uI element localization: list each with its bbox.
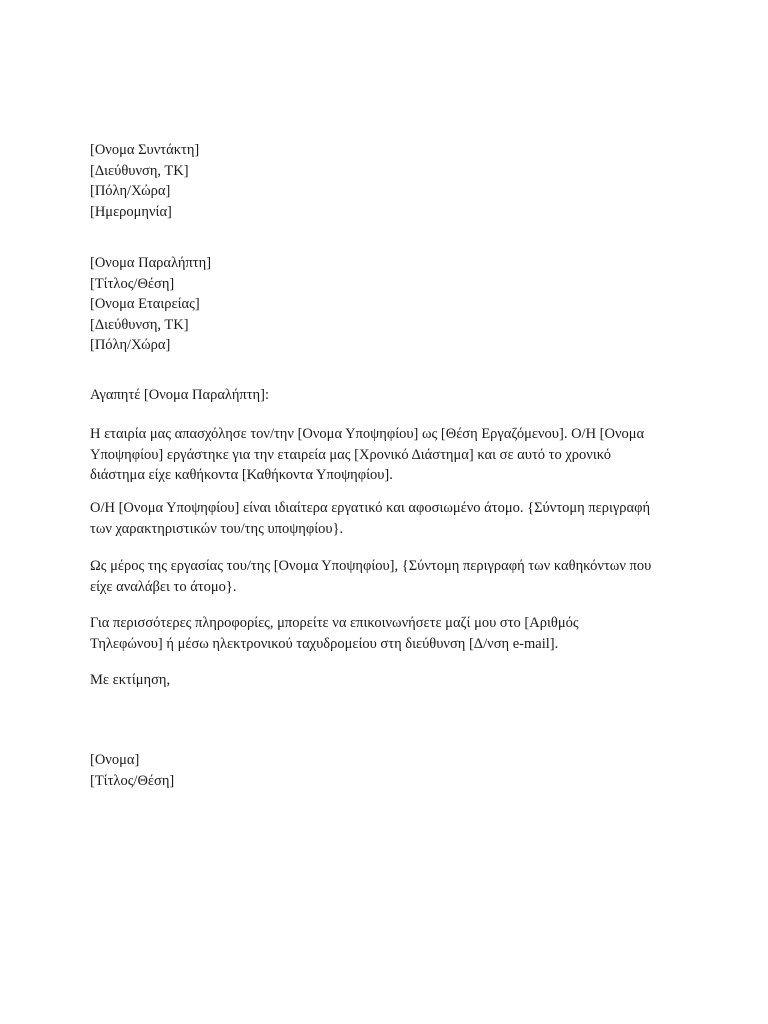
closing-text: Με εκτίμηση, [90, 672, 171, 688]
paragraph-line: Ως μέρος της εργασίας του/της [Ονομα Υποψηφίου], {Σύντομη περιγραφή των καθηκόντων που [90, 558, 652, 574]
salutation [90, 385, 690, 406]
paragraph-line: των χαρακτηριστικών του/της υποψηφίου}. [90, 520, 344, 537]
sender-block [90, 140, 690, 222]
paragraph-line: Ο/Η [Ονομα Υποψηφίου] είναι ιδιαίτερα εργατικό και αφοσιωμένο άτομο. {Σύντομη περιγραφή [90, 500, 651, 516]
recipient-company: [Ονομα Εταιρείας] [90, 296, 200, 312]
body-paragraph-4 [90, 613, 690, 654]
paragraph-line: Τηλεφώνου] ή μέσω ηλεκτρονικού ταχυδρομείου στη διεύθυνση [Δ/νση e-mail]. [90, 635, 559, 652]
closing [90, 670, 690, 691]
paragraph-line: διάστημα είχε καθήκοντα [Καθήκοντα Υποψηφίου]. [90, 467, 393, 483]
recipient-name: [Ονομα Παραλήπτη] [90, 255, 212, 271]
paragraph-line: Για περισσότερες πληροφορίες, μπορείτε να επικοινωνήσετε μαζί μου στο [Αριθμός [90, 615, 579, 631]
body-paragraph-2 [90, 498, 690, 539]
paragraph-line: Υποψηφίου] εργάστηκε για την εταιρεία μας [Χρονικό Διάστημα] και σε αυτό το χρονικό [90, 446, 611, 463]
sender-name: [Ονομα Συντάκτη] [90, 142, 200, 158]
paragraph-line: Η εταιρία μας απασχόλησε τον/την [Ονομα Υποψηφίου] ως [Θέση Εργαζόμενου]. Ο/Η [Ονομα [90, 426, 645, 442]
signature-title: [Τίτλος/Θέση] [90, 772, 175, 789]
sender-city-country: [Πόλη/Χώρα] [90, 183, 171, 199]
recipient-city-country: [Πόλη/Χώρα] [90, 337, 171, 353]
paragraph-line: είχε αναλάβει το άτομο}. [90, 578, 237, 595]
recipient-address: [Διεύθυνση, ΤΚ] [90, 316, 189, 333]
recipient-title: [Τίτλος/Θέση] [90, 275, 175, 292]
signature-block [90, 750, 690, 791]
body-paragraph-1 [90, 424, 690, 486]
recipient-block [90, 253, 690, 356]
sender-address: [Διεύθυνση, ΤΚ] [90, 162, 189, 179]
body-paragraph-3 [90, 556, 690, 597]
salutation-text: Αγαπητέ [Ονομα Παραλήπτη]: [90, 387, 269, 403]
signature-name: [Ονομα] [90, 752, 140, 768]
letter-date: [Ημερομηνία] [90, 203, 172, 220]
